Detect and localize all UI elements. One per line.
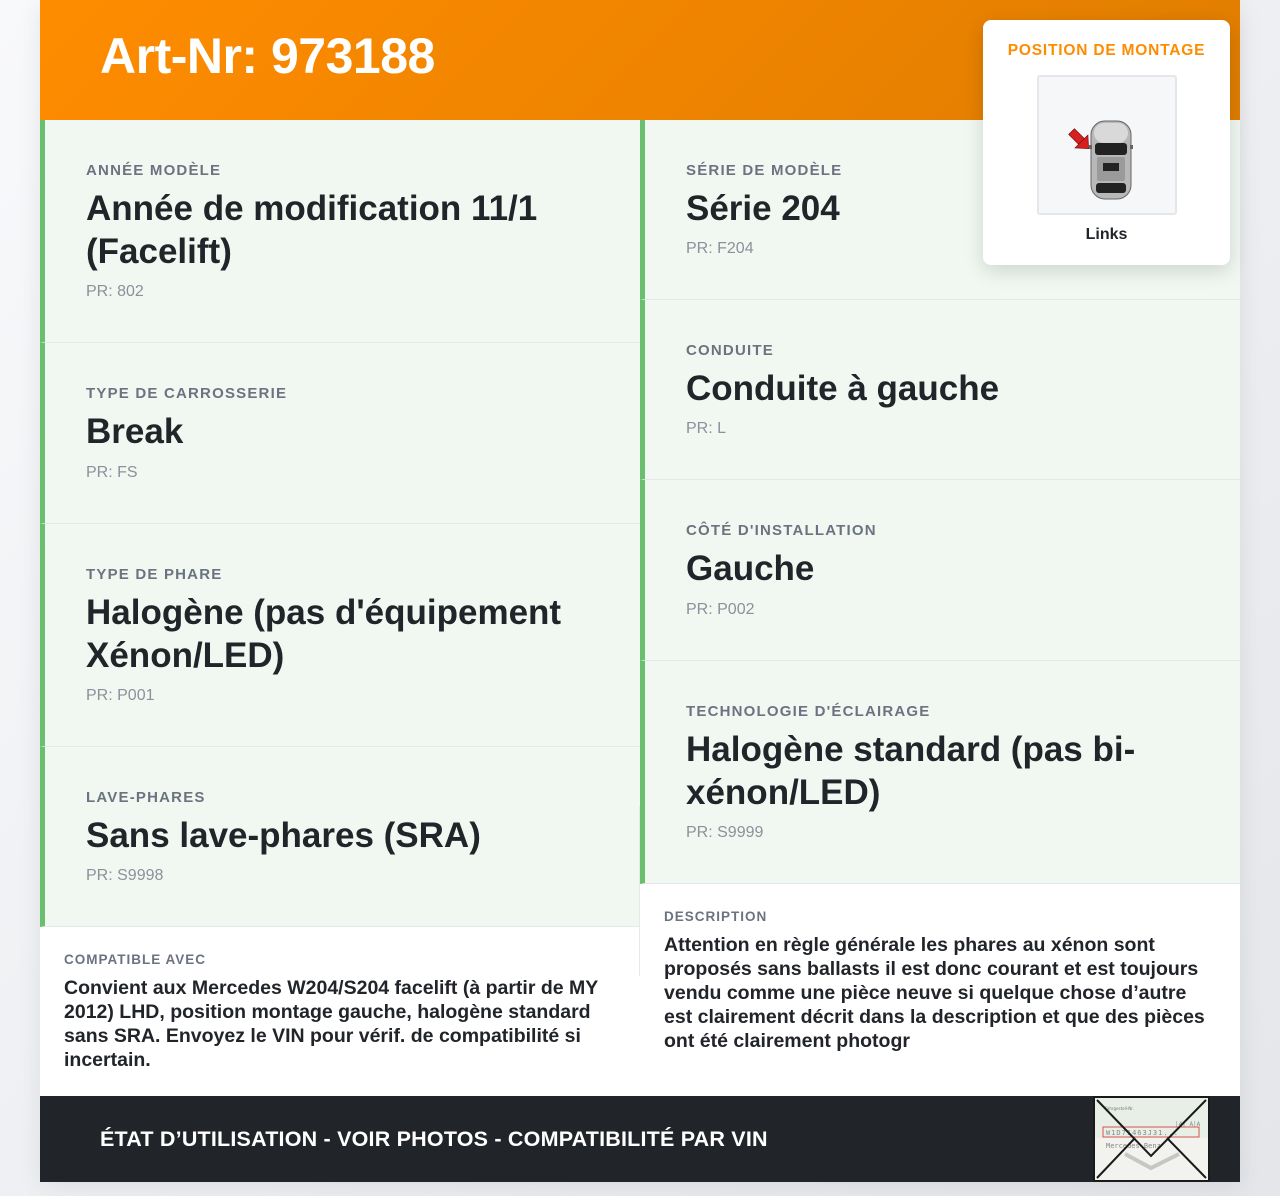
spec-value: Conduite à gauche bbox=[686, 369, 1000, 408]
footer-condition-text: ÉTAT D’UTILISATION - VOIR PHOTOS - COMPATIBILITÉ PAR VIN bbox=[100, 1127, 768, 1151]
spec-model-year bbox=[40, 120, 640, 343]
compatible-section bbox=[40, 927, 640, 1096]
spec-label: TYPE DE CARROSSERIE bbox=[86, 385, 288, 402]
spec-value: Gauche bbox=[686, 549, 815, 588]
spec-value: Halogène standard (pas bi-xénon/LED) bbox=[686, 730, 1136, 812]
svg-text:W1D71463J31...: W1D71463J31... bbox=[1106, 1129, 1180, 1137]
spec-pr-code: PR: L bbox=[686, 420, 727, 437]
footer-bar bbox=[40, 1096, 1240, 1182]
spec-pr-code: PR: FS bbox=[86, 464, 138, 481]
spec-label: CÔTÉ D'INSTALLATION bbox=[686, 522, 877, 539]
spec-label: CONDUITE bbox=[686, 342, 774, 359]
compatible-text: Convient aux Mercedes W204/S204 facelift (à partir de MY 2012) LHD, position montage gauche, halogène standard sans SRA. Envoyez le VIN pour vérif. de compatibilité si incertain. bbox=[64, 977, 598, 1071]
spec-pr-code: PR: P002 bbox=[686, 601, 755, 618]
spec-value: Sans lave-phares (SRA) bbox=[86, 816, 481, 855]
mounting-position-title: POSITION DE MONTAGE bbox=[1007, 42, 1206, 59]
spec-headlight-type bbox=[40, 524, 640, 747]
spec-pr-code: PR: S9998 bbox=[86, 867, 164, 884]
spec-label: ANNÉE MODÈLE bbox=[86, 162, 222, 179]
spec-headlight-washer bbox=[40, 747, 640, 927]
envelope-vin-document-icon[interactable] bbox=[1093, 1096, 1210, 1182]
article-number-title: Art-Nr: 973188 bbox=[100, 28, 435, 84]
spec-label: LAVE-PHARES bbox=[86, 789, 206, 806]
mounting-position-card bbox=[983, 20, 1230, 265]
compatible-label: COMPATIBLE AVEC bbox=[64, 952, 206, 967]
spec-pr-code: PR: F204 bbox=[686, 240, 754, 257]
car-top-view-with-red-arrow-icon bbox=[1037, 75, 1177, 215]
spec-pr-code: PR: 802 bbox=[86, 283, 144, 300]
column-divider bbox=[639, 806, 640, 976]
spec-install-side bbox=[640, 480, 1240, 661]
mounting-position-caption: Links bbox=[1085, 226, 1128, 243]
spec-value: Année de modification 11/1 (Facelift) bbox=[86, 189, 538, 271]
spec-pr-code: PR: P001 bbox=[86, 687, 155, 704]
description-label: DESCRIPTION bbox=[664, 909, 768, 924]
spec-value: Break bbox=[86, 412, 184, 451]
spec-steering bbox=[640, 300, 1240, 480]
svg-text:|4| A|A: |4| A|A bbox=[1175, 1121, 1201, 1128]
description-text: Attention en règle générale les phares au xénon sont proposés sans ballasts il est donc courant et est toujours vendu comme une pièce neuve si quelque chose d’autre est clairement décrit dans la description et que des pièces ont été clairement photogr bbox=[664, 934, 1205, 1052]
description-section bbox=[640, 884, 1240, 1096]
spec-body-type bbox=[40, 343, 640, 524]
spec-value: Halogène (pas d'équipement Xénon/LED) bbox=[86, 593, 562, 675]
spec-label: SÉRIE DE MODÈLE bbox=[686, 162, 843, 179]
spec-value: Série 204 bbox=[686, 189, 840, 228]
svg-text:Fahrgestell-Nr.: Fahrgestell-Nr. bbox=[1105, 1106, 1134, 1111]
spec-label: TECHNOLOGIE D'ÉCLAIRAGE bbox=[686, 703, 931, 720]
spec-label: TYPE DE PHARE bbox=[86, 566, 223, 583]
spec-lighting-technology bbox=[640, 661, 1240, 884]
svg-text:Mercedes-Benz: Mercedes-Benz bbox=[1106, 1142, 1161, 1150]
spec-pr-code: PR: S9999 bbox=[686, 824, 764, 841]
